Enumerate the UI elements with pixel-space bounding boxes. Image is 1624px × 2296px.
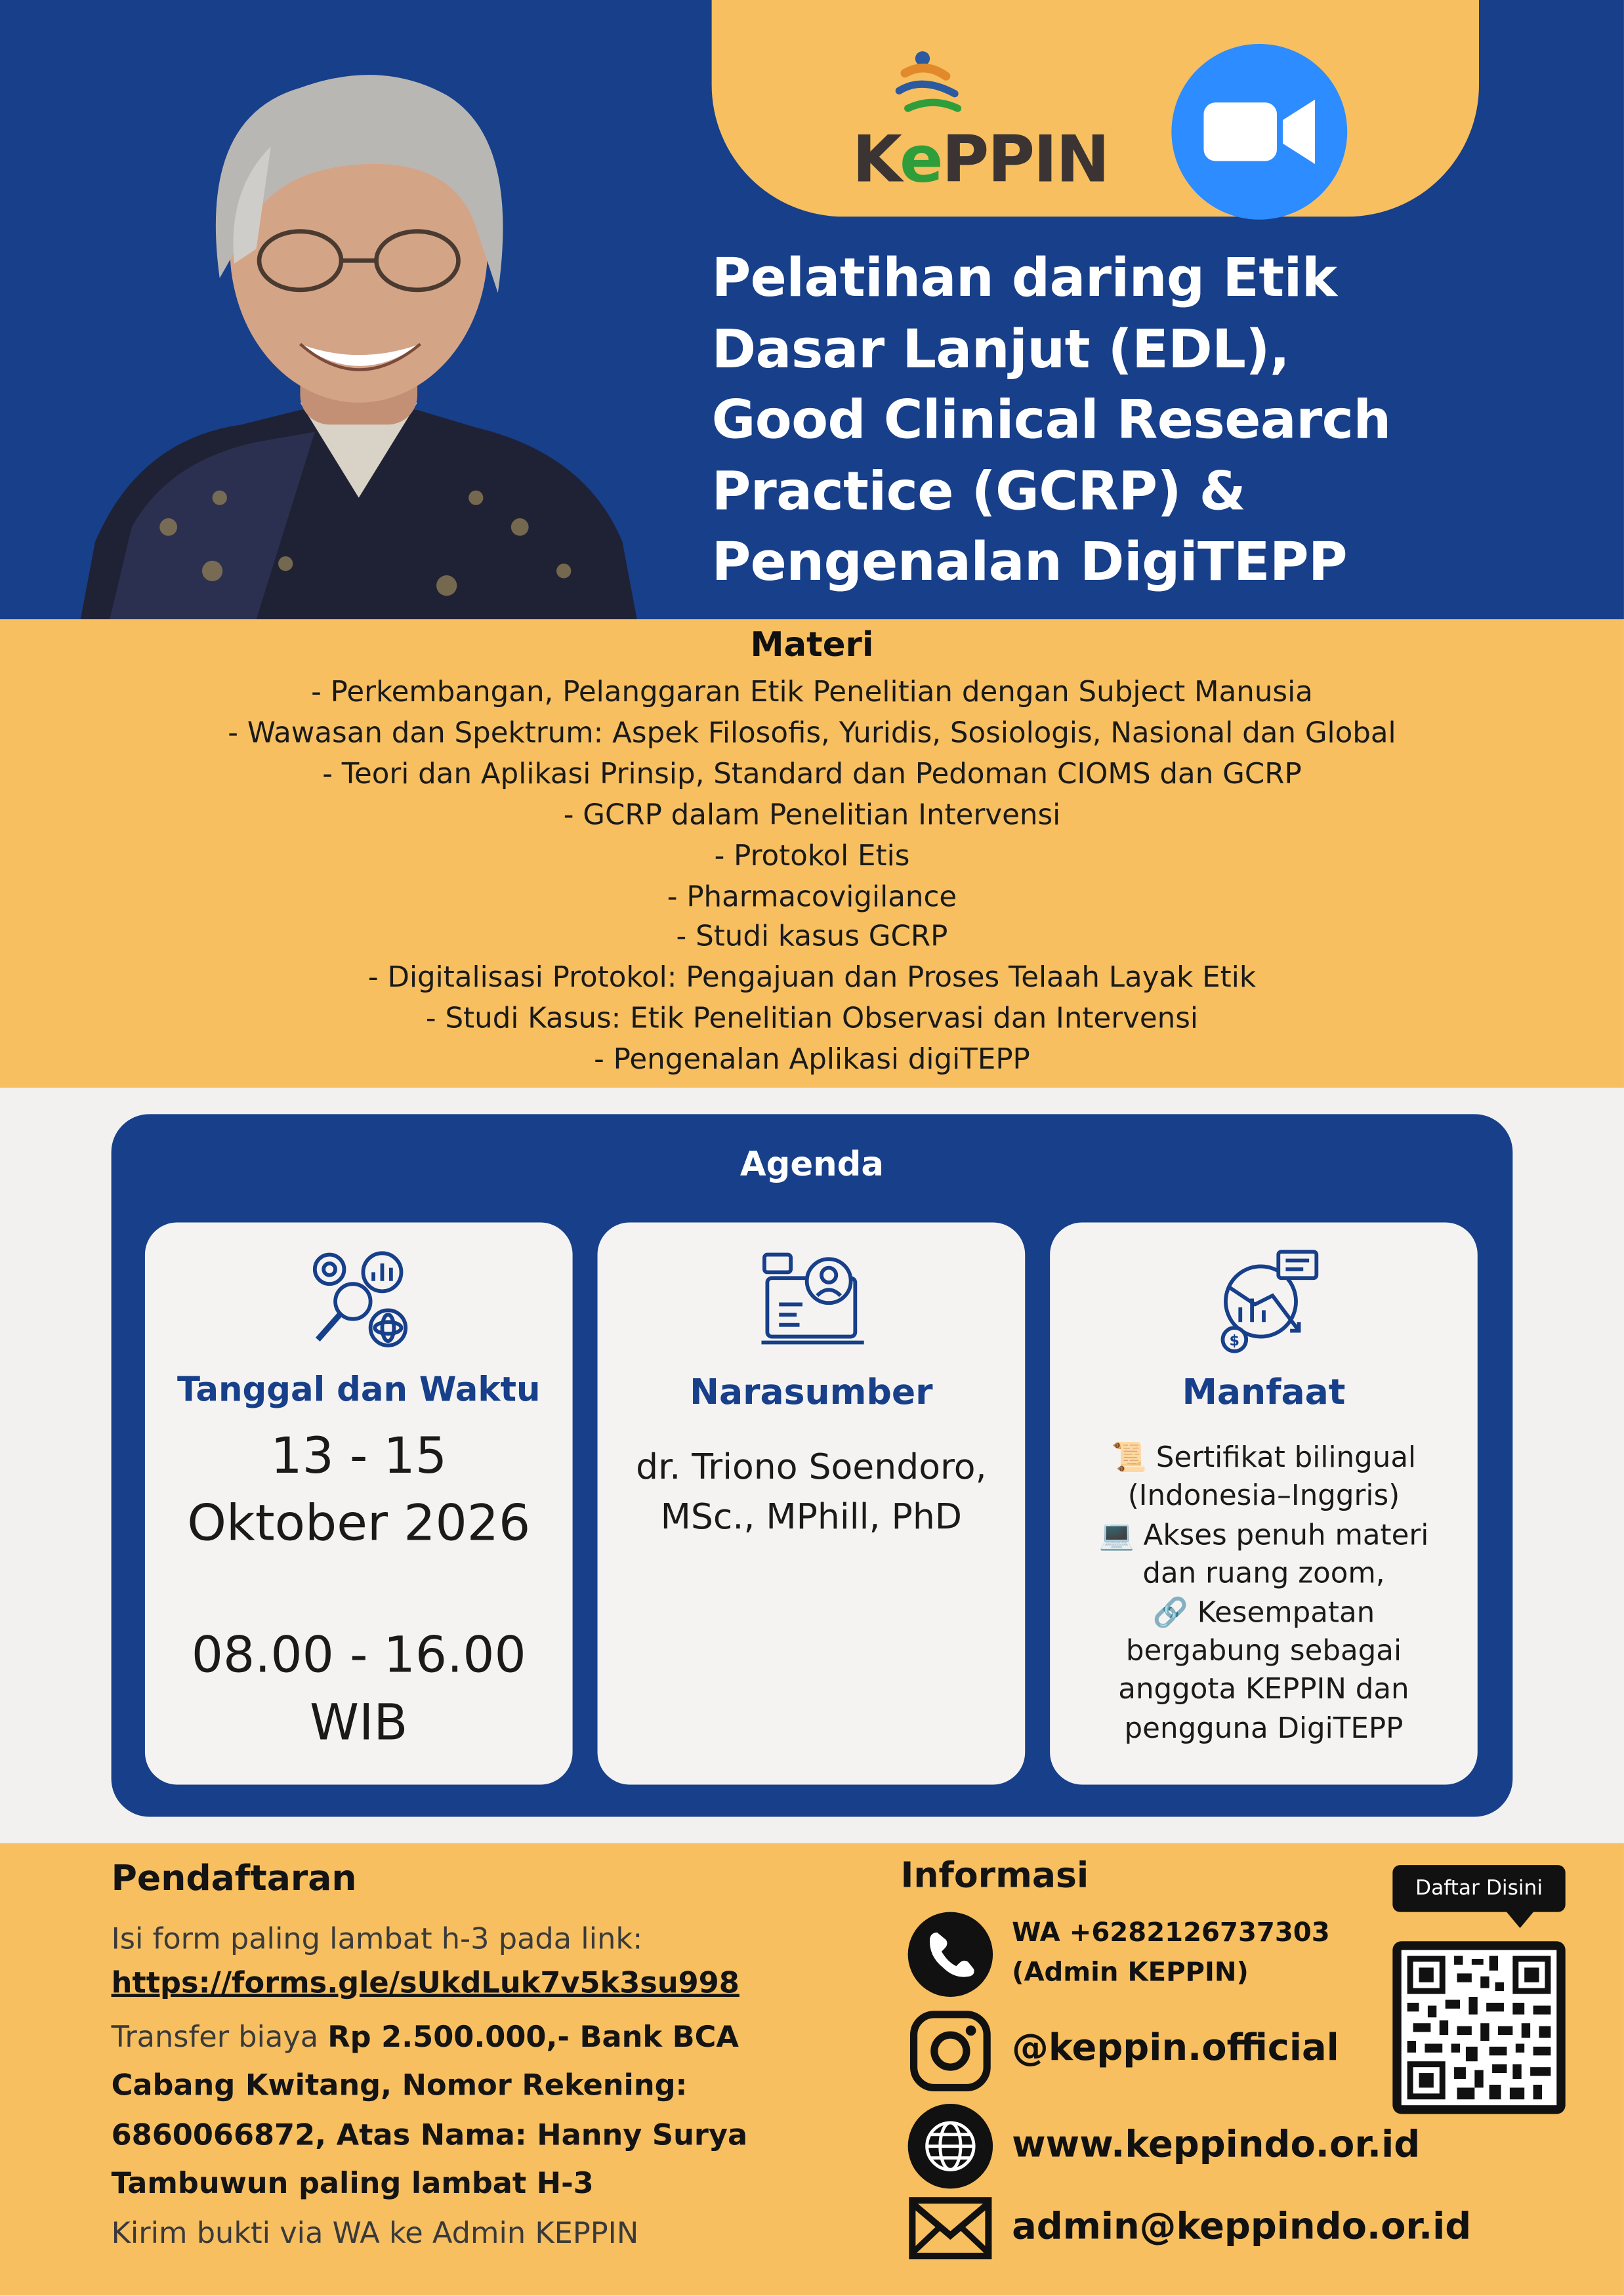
materi-item: - GCRP dalam Penelitian Intervensi xyxy=(563,797,1061,831)
info-title: Informasi xyxy=(900,1855,1089,1896)
date-month-year: Oktober 2026 xyxy=(187,1494,531,1553)
website-link[interactable]: www.keppindo.or.id xyxy=(1012,2122,1421,2165)
benefits-card xyxy=(1050,1222,1478,1784)
transfer-line xyxy=(112,2019,739,2055)
bank-branch-line xyxy=(112,2067,688,2102)
title-line: Pengenalan DigiTEPP xyxy=(711,529,1347,593)
materi-title: Materi xyxy=(750,626,874,665)
badge-pointer xyxy=(1505,1910,1535,1928)
registration-instruction: Isi form paling lambat h-3 pada link: xyxy=(111,1920,643,1956)
materi-list xyxy=(0,672,1624,1080)
account-deadline: Tambuwun paling lambat H-3 xyxy=(111,2165,594,2201)
speaker-name xyxy=(598,1442,1026,1542)
materi-item: - Pharmacovigilance xyxy=(667,879,957,913)
registration-qr-code[interactable] xyxy=(1392,1941,1565,2114)
transfer-amount: Rp 2.500.000,- Bank BCA xyxy=(327,2019,739,2055)
date-time-title: Tanggal dan Waktu xyxy=(177,1372,541,1410)
proof-instruction: Kirim bukti via WA ke Admin KEPPIN xyxy=(111,2215,639,2251)
whatsapp-contact[interactable] xyxy=(1012,1914,1330,1993)
materi-item: - Digitalisasi Protokol: Pengajuan dan Proses Telaah Layak Etik xyxy=(367,960,1257,995)
mail-icon xyxy=(908,2194,993,2262)
registration-form-link[interactable]: https://forms.gle/sUkdLuk7v5k3su998 xyxy=(111,1964,739,2000)
account-info: 6860066872, Atas Nama: Hanny Surya xyxy=(111,2117,748,2152)
speaker-degrees: MSc., MPhill, PhD xyxy=(660,1496,963,1538)
speaker-name-line: dr. Triono Soendoro, xyxy=(636,1446,987,1488)
title-line: Dasar Lanjut (EDL), xyxy=(711,317,1290,380)
agenda-title: Agenda xyxy=(739,1146,885,1185)
benefit-line: bergabung sebagai xyxy=(1125,1633,1402,1668)
materi-item: - Perkembangan, Pelanggaran Etik Penelitian dengan Subject Manusia xyxy=(311,674,1313,709)
benefit-line: anggota KEPPIN dan xyxy=(1118,1672,1409,1706)
time-range: 08.00 - 16.00 xyxy=(191,1626,526,1685)
zoom-icon xyxy=(1171,44,1347,220)
date-range: 13 - 15 xyxy=(270,1427,448,1486)
deadline-line xyxy=(112,2165,594,2201)
bank-branch: Cabang Kwitang, Nomor Rekening: xyxy=(111,2067,688,2102)
materi-section xyxy=(0,619,1624,1088)
account-line xyxy=(112,2117,747,2152)
analysis-icon xyxy=(306,1246,414,1354)
benefit-line: 🔗 Kesempatan xyxy=(1152,1595,1375,1630)
event-title xyxy=(712,243,1591,598)
speaker-card xyxy=(598,1222,1026,1784)
event-date xyxy=(145,1423,573,1557)
transfer-prefix: Transfer biaya xyxy=(111,2019,328,2055)
date-time-card xyxy=(145,1222,573,1784)
register-here-badge: Daftar Disini xyxy=(1392,1865,1565,1912)
benefit-line: pengguna DigiTEPP xyxy=(1124,1711,1404,1745)
materi-item: - Pengenalan Aplikasi digiTEPP xyxy=(594,1042,1030,1076)
materi-item: - Teori dan Aplikasi Prinsip, Standard dan Pedoman CIOMS dan GCRP xyxy=(322,756,1302,790)
registration-title: Pendaftaran xyxy=(111,1858,357,1899)
keppin-logo-text: KePPIN xyxy=(852,123,1109,198)
registration-link-row xyxy=(112,1965,739,2000)
email-link[interactable]: admin@keppindo.or.id xyxy=(1012,2204,1472,2247)
svg-text:$: $ xyxy=(1229,1332,1240,1349)
benefit-line: 📜 Sertifikat bilingual xyxy=(1111,1440,1417,1475)
title-line: Good Clinical Research xyxy=(711,388,1391,451)
materi-item: - Protokol Etis xyxy=(714,838,910,872)
instagram-handle[interactable]: @keppin.official xyxy=(1012,2026,1339,2069)
materi-item: - Studi Kasus: Etik Penelitian Observasi dan Intervensi xyxy=(425,1002,1199,1036)
benefits-list xyxy=(1050,1439,1478,1748)
benefit-line: 💻 Akses penuh materi xyxy=(1098,1517,1429,1552)
title-line: Pelatihan daring Etik xyxy=(711,245,1337,309)
whatsapp-number: WA +6282126737303 xyxy=(1012,1917,1330,1949)
materi-item: - Wawasan dan Spektrum: Aspek Filosofis, Yuridis, Sosiologis, Nasional dan Global xyxy=(228,716,1396,750)
materi-item: - Studi kasus GCRP xyxy=(676,920,948,954)
growth-chart-icon xyxy=(1211,1246,1320,1354)
globe-icon xyxy=(908,2104,993,2188)
speaker-portrait xyxy=(81,58,637,619)
speaker-presentation-icon xyxy=(759,1246,867,1354)
instagram-icon xyxy=(908,2009,993,2093)
speaker-title: Narasumber xyxy=(690,1372,933,1413)
phone-icon xyxy=(908,1912,993,1997)
benefit-line: (Indonesia–Inggris) xyxy=(1127,1479,1400,1513)
benefit-line: dan ruang zoom, xyxy=(1142,1556,1385,1591)
benefits-title: Manfaat xyxy=(1182,1372,1346,1413)
time-zone: WIB xyxy=(310,1694,408,1753)
title-line: Practice (GCRP) & xyxy=(711,459,1246,522)
event-time xyxy=(145,1622,573,1757)
whatsapp-admin-label: (Admin KEPPIN) xyxy=(1012,1957,1249,1988)
